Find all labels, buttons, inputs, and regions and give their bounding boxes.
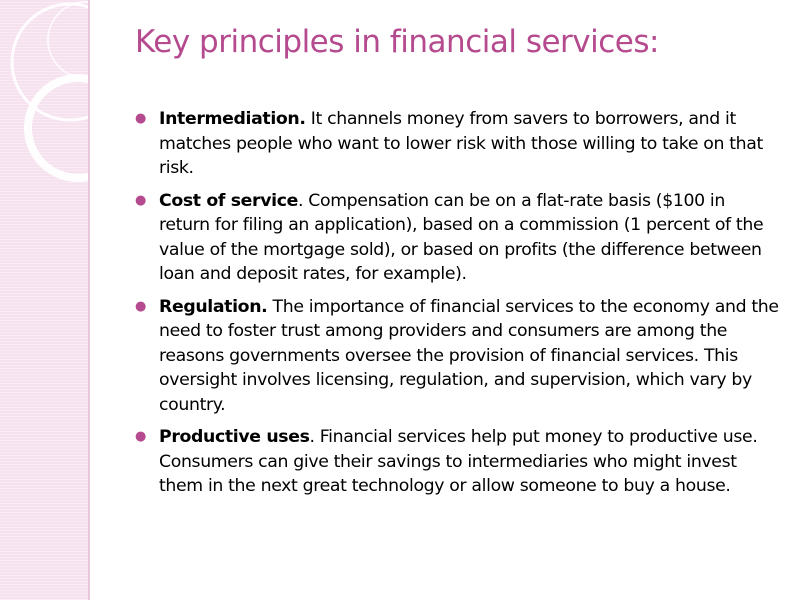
bullet-term: Cost of service xyxy=(159,190,298,211)
bullet-dot-icon: ● xyxy=(135,192,146,208)
bullet-text: The importance of financial services to the economy and the need to foster trust among providers and consumers are among the reasons governments oversee the provision of financial services. This oversight involves licensing, regulation, and supervision, which vary by country. xyxy=(159,296,779,415)
bullet-list xyxy=(131,107,779,507)
bullet-text: . Financial services help put money to productive use. Consumers can give their savings to intermediaries who might invest them in the next great technology or allow someone to buy a house. xyxy=(159,427,758,496)
slide-title: Key principles in financial services: xyxy=(135,24,659,60)
bullet-text: It channels money from savers to borrowers, and it matches people who want to lower risk with those willing to take on that risk. xyxy=(159,109,763,178)
decorative-side-panel xyxy=(0,0,88,600)
bullet-intermediation xyxy=(131,107,779,181)
bullet-text: . Compensation can be on a flat-rate basis ($100 in return for filing an application), based on a commission (1 percent of the value of the mortgage sold), or based on profits (the difference between loan and deposit rates, for example). xyxy=(159,190,764,284)
side-divider-line xyxy=(88,0,90,600)
bullet-dot-icon: ● xyxy=(135,429,146,444)
bullet-productive-uses xyxy=(131,425,779,499)
bullet-regulation xyxy=(131,295,779,418)
bullet-term: Productive uses xyxy=(159,427,310,447)
decorative-circles-icon xyxy=(0,0,88,600)
bullet-dot-icon: ● xyxy=(135,111,146,126)
bullet-term: Intermediation. xyxy=(159,109,306,129)
bullet-dot-icon: ● xyxy=(135,298,146,314)
bullet-term: Regulation. xyxy=(159,296,268,317)
bullet-cost-of-service xyxy=(131,189,779,287)
